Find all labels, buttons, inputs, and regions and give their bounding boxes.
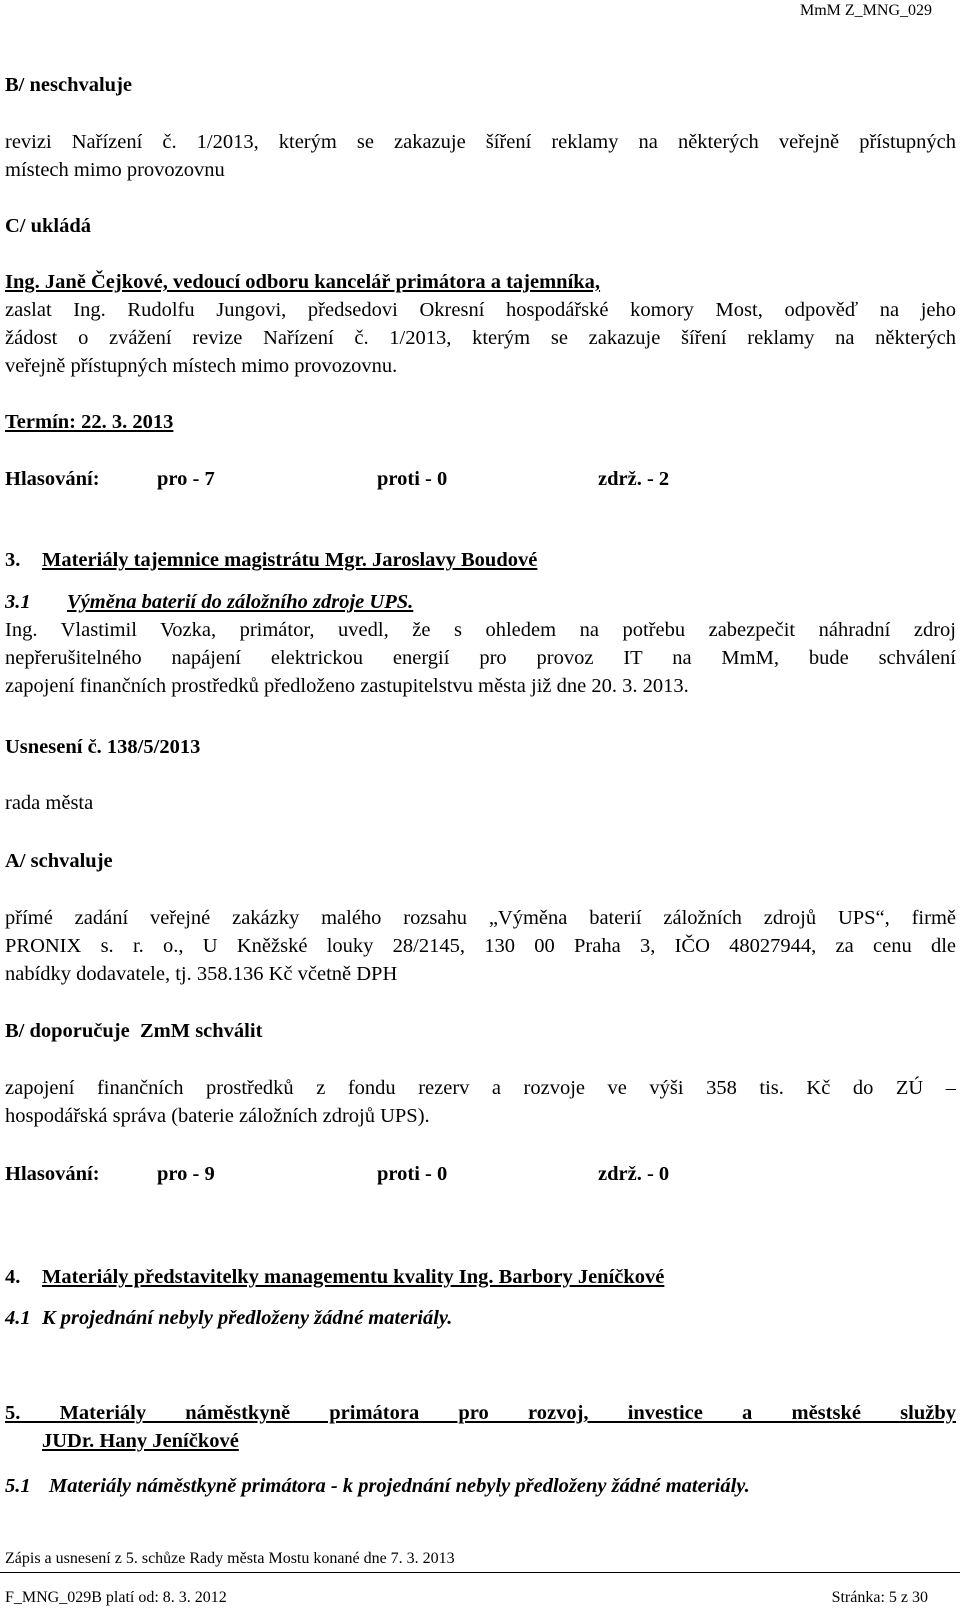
section-title: Materiály představitelky managementu kvality Ing. Barbory Jeníčkové <box>42 1266 665 1288</box>
vote-pro: pro - 7 <box>157 468 215 490</box>
task-text-line-3: veřejně přístupných místech mimo provozovnu. <box>5 355 398 377</box>
vote-label: Hlasování: <box>5 1163 100 1185</box>
approval-text-line-2: PRONIX s. r. o., U Kněžské louky 28/2145, 130 00 Praha 3, IČO 48027944, za cenu dle <box>5 935 956 957</box>
section-title: Materiály tajemnice magistrátu Mgr. Jaroslavy Boudové <box>42 549 538 571</box>
council-label: rada města <box>5 792 94 814</box>
approval-text-line-1: přímé zadání veřejné zakázky malého rozsahu „Výměna baterií záložních zdrojů UPS“, firmě <box>5 907 956 929</box>
footer-minutes-title: Zápis a usnesení z 5. schůze Rady města Mostu konané dne 7. 3. 2013 <box>5 1550 455 1567</box>
revize-text-line-2: místech mimo provozovnu <box>5 159 225 181</box>
vote-pro: pro - 9 <box>157 1163 215 1185</box>
section-number: 4.1 <box>5 1307 31 1329</box>
section-4-1-heading <box>5 1304 956 1332</box>
section-b-neschvaluje: B/ neschvaluje <box>5 74 132 96</box>
section-a-schvaluje: A/ schvaluje <box>5 850 113 872</box>
footer-page-number: Stránka: 5 z 30 <box>831 1589 928 1606</box>
section-number: 4. <box>5 1266 21 1288</box>
task-text-line-2: žádost o zvážení revize Nařízení č. 1/2013, kterým se zakazuje šíření reklamy na některých <box>5 327 956 349</box>
section-4-heading <box>5 1263 956 1291</box>
vote-proti: proti - 0 <box>377 1163 448 1185</box>
section-3-1-heading <box>5 588 956 616</box>
section-3-1-text-line-1: Ing. Vlastimil Vozka, primátor, uvedl, že s ohledem na potřebu zabezpečit náhradní zdroj <box>5 619 956 641</box>
section-c-uklada: C/ ukládá <box>5 215 92 237</box>
resolution-number: Usnesení č. 138/5/2013 <box>5 736 201 758</box>
section-title: Materiály náměstkyně primátora - k projednání nebyly předloženy žádné materiály. <box>49 1475 750 1497</box>
section-5-1-heading <box>5 1472 956 1500</box>
document-code: MmM Z_MNG_029 <box>799 2 932 19</box>
footer-divider <box>0 1572 960 1573</box>
footer-form-code: F_MNG_029B platí od: 8. 3. 2012 <box>5 1589 227 1606</box>
section-title: Výměna baterií do záložního zdroje UPS. <box>67 591 414 613</box>
section-5-heading-line-1: 5. Materiály náměstkyně primátora pro rozvoj, investice a městské služby <box>5 1402 956 1424</box>
section-title: K projednání nebyly předloženy žádné materiály. <box>42 1307 453 1329</box>
section-3-1-text-line-3: zapojení finančních prostředků předloženo zastupitelstvu města již dne 20. 3. 2013. <box>5 675 689 697</box>
task-text-line-1: zaslat Ing. Rudolfu Jungovi, předsedovi Okresní hospodářské komory Most, odpověď na jeho <box>5 299 956 321</box>
section-number: 5.1 <box>5 1475 31 1497</box>
section-3-1-text-line-2: nepřerušitelného napájení elektrickou energií pro provoz IT na MmM, bude schválení <box>5 647 956 669</box>
funding-text-line-1: zapojení finančních prostředků z fondu rezerv a rozvoje ve výši 358 tis. Kč do ZÚ – <box>5 1077 956 1099</box>
section-number: 3. <box>5 549 21 571</box>
funding-text-line-2: hospodářská správa (baterie záložních zdrojů UPS). <box>5 1105 430 1127</box>
vote-zdrz: zdrž. - 2 <box>598 468 670 490</box>
revize-text-line-1: revizi Nařízení č. 1/2013, kterým se zakazuje šíření reklamy na některých veřejně přístupných <box>5 131 956 153</box>
section-3-heading <box>5 546 956 574</box>
vote-label: Hlasování: <box>5 468 100 490</box>
section-5-heading-line-2: JUDr. Hany Jeníčkové <box>42 1430 239 1452</box>
termin: Termín: 22. 3. 2013 <box>5 411 174 433</box>
section-b-doporucuje: B/ doporučuje ZmM schválit <box>5 1020 263 1042</box>
vote-zdrz: zdrž. - 0 <box>598 1163 670 1185</box>
section-number: 3.1 <box>5 591 31 613</box>
assignee-line: Ing. Janě Čejkové, vedoucí odboru kancelář primátora a tajemníka, <box>5 271 601 293</box>
vote-proti: proti - 0 <box>377 468 448 490</box>
approval-text-line-3: nabídky dodavatele, tj. 358.136 Kč včetně DPH <box>5 963 398 985</box>
